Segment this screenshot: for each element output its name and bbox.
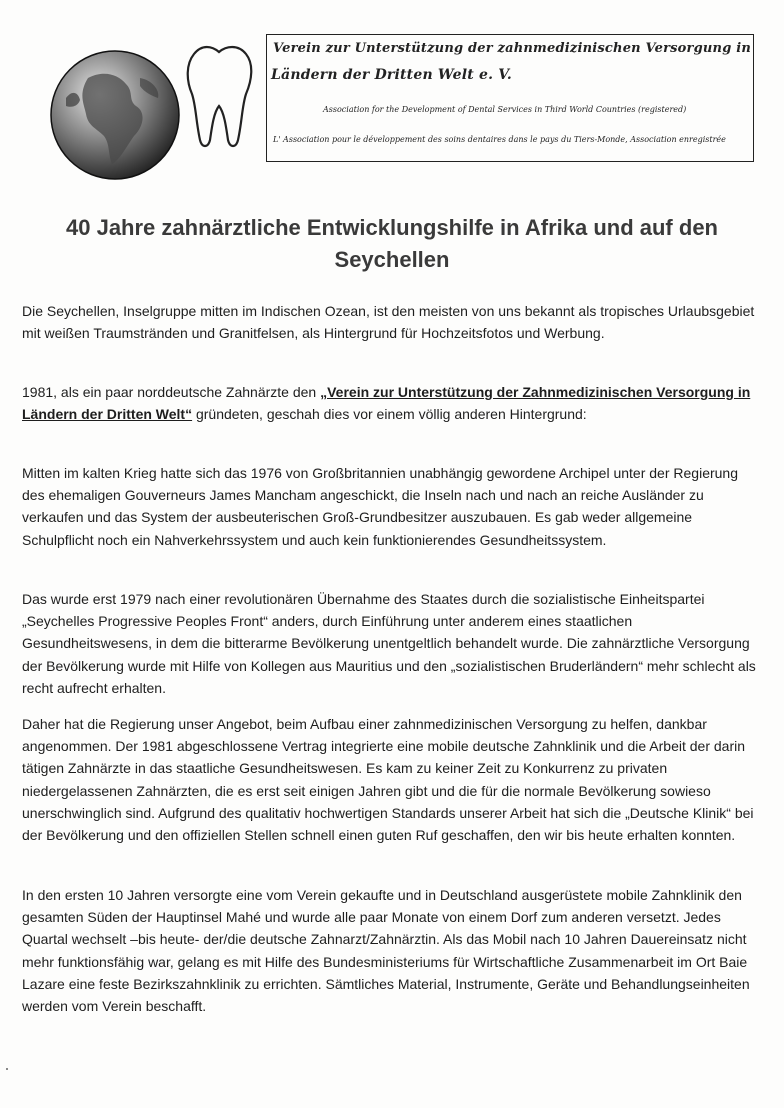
paragraph-revolution: Das wurde erst 1979 nach einer revolutionären Übernahme des Staates durch die sozialistische Einheitspartei „Seychelles Progressive Peoples Front“ anders, durch Einführung unter anderem eines staatlichen Gesundheitswesens, in dem die bitterarme Bevölkerung unentgeltlich behandelt wurde. Die zahnärztliche Versorgung der Bevölkerung wurde mit Hilfe von Kollegen aus Mauritius und den „sozialistischen Bruderländern“ mehr schlecht als recht aufrecht erhalten. [22, 591, 756, 696]
association-name-line2: Ländern der Dritten Welt e. V. [271, 67, 512, 83]
paragraph-founding [22, 381, 762, 425]
association-name-french: L' Association pour le développement des soins dentaires dans le pays du Tiers-Monde, Association enregistrée [273, 135, 726, 144]
paragraph-history: Mitten im kalten Krieg hatte sich das 1976 von Großbritannien unabhängig gewordene Archipel unter der Regierung des ehemaligen Gouverneurs James Mancham angeschickt, die Inseln nach und nach an reiche Ausländer zu verkaufen und das System der ausbeuterischen Groß-Grundbesitzer auszubauen. Es gab weder allgemeine Schulpflicht noch ein Nahverkehrssystem und auch kein funktionierendes Gesundheitssystem. [22, 465, 738, 548]
tooth-icon [180, 40, 258, 152]
scan-mark [6, 1068, 8, 1070]
paragraph-founding-start: 1981, als ein paar norddeutsche Zahnärzte den [22, 384, 321, 400]
association-name-link: „Verein zur Unterstützung der Zahnmedizinischen Versorgung in Ländern der Dritten Welt“ [22, 384, 751, 423]
paragraph-cooperation: Daher hat die Regierung unser Angebot, beim Aufbau einer zahnmedizinischen Versorgung zu helfen, dankbar angenommen. Der 1981 abgeschlossene Vertrag integrierte eine mobile deutsche Zahnklinik und die Arbeit der darin tätigen Zahnärzte in das staatliche Gesundheitswesen. Es kam zu keiner Zeit zu Konkurrenz zu privaten niedergelassenen Zahnärzten, die es erst seit einigen Jahren gibt und die für die normale Bevölkerung sowieso unerschwinglich sind. Aufgrund des qualitativ hochwertigen Standards unserer Arbeit hat sich die „Deutsche Klinik“ bei der Bevölkerung und den offiziellen Stellen schnell einen guten Ruf geschaffen, den wir bis heute erhalten konnten. [22, 716, 754, 844]
association-header [266, 34, 754, 162]
association-name-english: Association for the Development of Dental Services in Third World Countries (registered) [323, 105, 687, 114]
paragraph-founding-end: gründeten, geschah dies vor einem völlig anderen Hintergrund: [192, 406, 587, 423]
paragraph-intro: Die Seychellen, Inselgruppe mitten im Indischen Ozean, ist den meisten von uns bekannt als tropisches Urlaubsgebiet mit weißen Traumstränden und Granitfelsen, als Hintergrund für Hochzeitsfotos und Werbung. [22, 303, 755, 342]
page-title: 40 Jahre zahnärztliche Entwicklungshilfe in Afrika und auf den Seychellen [66, 215, 718, 272]
globe-icon [48, 48, 182, 182]
association-name-line1: Verein zur Unterstützung der zahnmedizinischen Versorgung in [273, 41, 752, 56]
paragraph-mobile-clinic: In den ersten 10 Jahren versorgte eine vom Verein gekaufte und in Deutschland ausgerüstete mobile Zahnklinik den gesamten Süden der Hauptinsel Mahé und wurde alle paar Monate von einem Dorf zum anderen versetzt. Jedes Quartal wechselt –bis heute- der/die deutsche Zahnarzt/Zahnärztin. Als das Mobil nach 10 Jahren Dauereinsatz nicht mehr funktionsfähig war, gelang es mit Hilfe des Bundesministeriums für Wirtschaftliche Zusammenarbeit im Ort Baie Lazare eine feste Bezirkszahnklinik zu errichten. Sämtliches Material, Instrumente, Geräte und Behandlungseinheiten werden vom Verein beschafft. [22, 887, 750, 1015]
